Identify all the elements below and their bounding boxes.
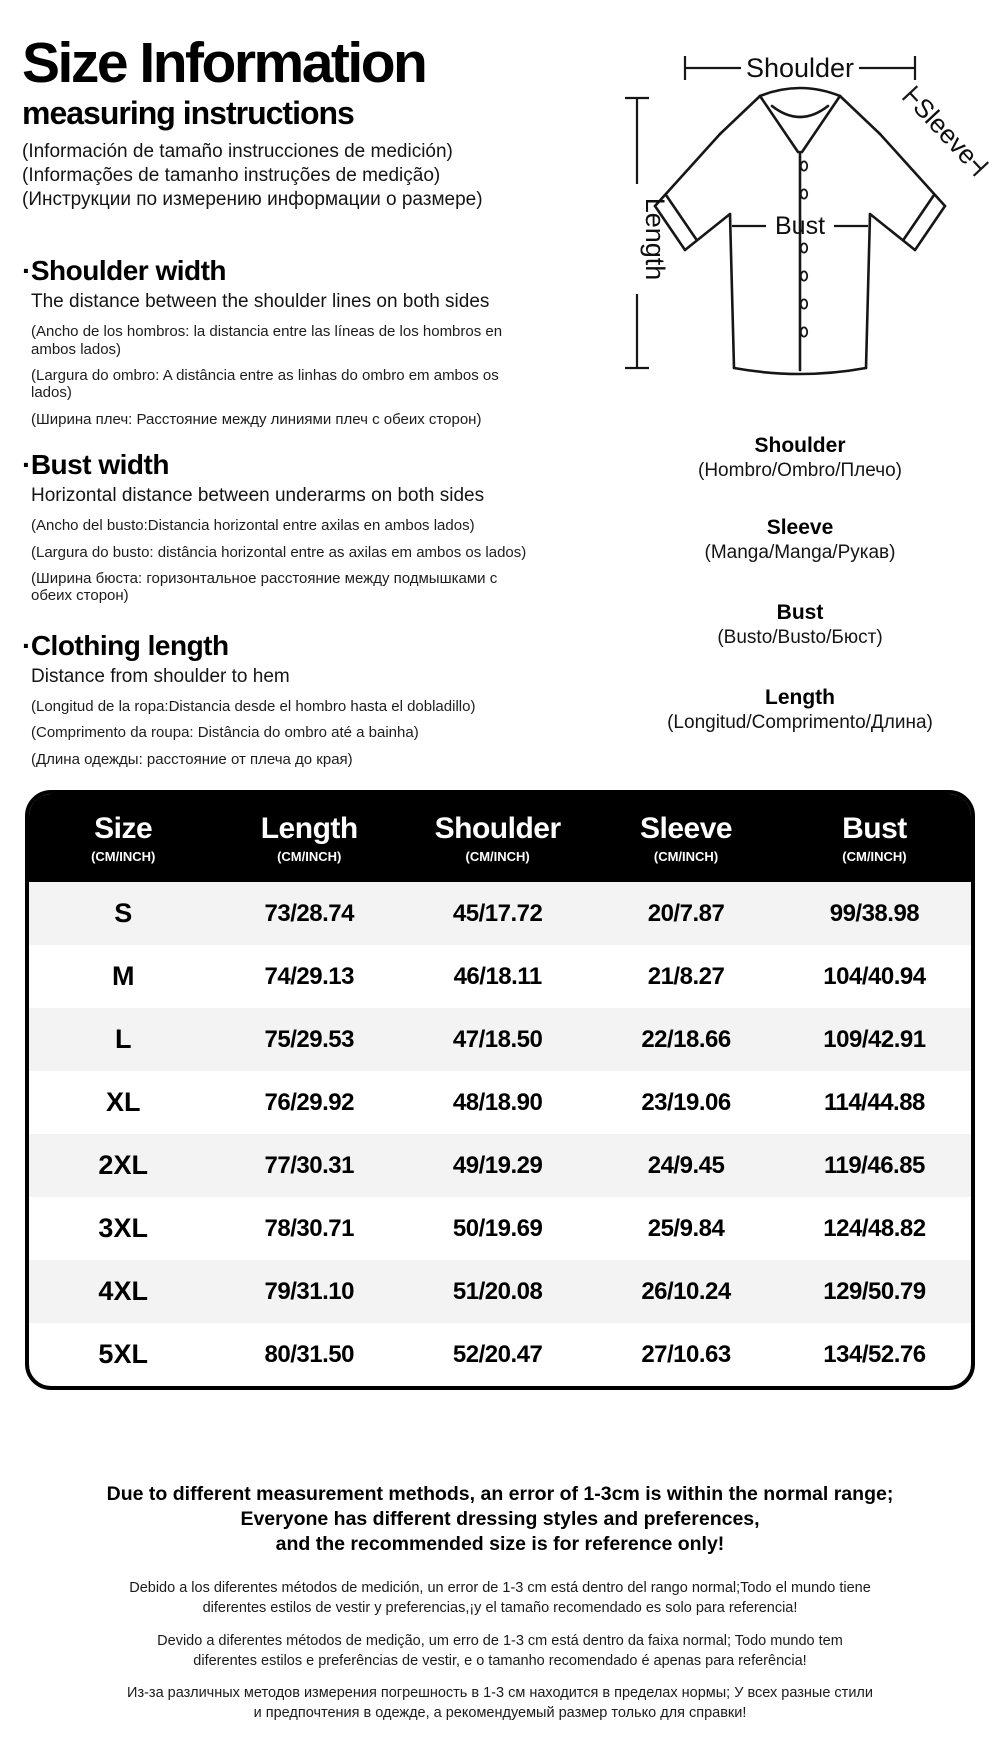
page-subtitle: measuring instructions — [22, 95, 354, 132]
cell-sleeve: 21/8.27 — [647, 962, 725, 990]
instructions-column — [22, 31, 544, 777]
size-table — [25, 790, 975, 1390]
caption-title: Shoulder — [754, 434, 846, 457]
section-bust-width — [22, 449, 544, 605]
cell-sleeve: 26/10.24 — [641, 1277, 731, 1305]
subtitle-ru: (Инструкции по измерению информации о размере) — [22, 189, 483, 211]
length-measure-label: Length — [640, 197, 670, 281]
cell-length: 75/29.53 — [264, 1025, 354, 1053]
bust-measure-label: Bust — [774, 212, 826, 240]
disclaimer-line: Из-за различных методов измерения погрешность в 1-3 см находится в пределах нормы; У всех разные стили — [127, 1685, 873, 1701]
caption-sleeve — [610, 516, 990, 564]
column-unit: (CM/INCH) — [653, 849, 719, 864]
note-line: (Ancho de los hombros: la distancia entre las líneas de los hombros en ambos lados) — [31, 323, 503, 358]
section-description: Distance from shoulder to hem — [31, 665, 290, 687]
table-row — [29, 1071, 971, 1134]
cell-sleeve: 20/7.87 — [647, 899, 725, 927]
caption-translations: (Hombro/Ombro/Плечо) — [698, 460, 902, 481]
column-label: Length — [260, 812, 358, 845]
section-title — [22, 449, 544, 481]
header-cell-length — [217, 812, 401, 864]
header-cell-shoulder — [401, 812, 594, 864]
section-clothing-length — [22, 630, 544, 768]
cell-size: M — [111, 961, 135, 991]
note-line: (Largura do ombro: A distância entre as linhas do ombro em ambos os lados) — [31, 367, 499, 402]
column-label: Size — [94, 812, 153, 845]
section-title — [22, 630, 544, 662]
cell-bust: 104/40.94 — [823, 962, 926, 990]
disclaimer-es — [0, 1578, 1000, 1618]
cell-bust: 129/50.79 — [823, 1277, 926, 1305]
cell-sleeve: 24/9.45 — [647, 1151, 725, 1179]
cell-length: 79/31.10 — [264, 1277, 354, 1305]
caption-title: Bust — [776, 601, 824, 624]
note-line: (Largura do busto: distância horizontal entre as axilas em ambos os lados) — [31, 543, 527, 561]
cell-length: 80/31.50 — [264, 1340, 354, 1368]
disclaimer-line: diferentes estilos de vestir y preferencias,¡y el tamaño recomendado es solo para referencia! — [202, 1600, 798, 1616]
note-line: (Longitud de la ropa:Distancia desde el hombro hasta el dobladillo) — [31, 697, 476, 715]
disclaimer — [0, 1482, 1000, 1723]
section-description: The distance between the shoulder lines on both sides — [31, 291, 490, 313]
cell-length: 78/30.71 — [264, 1214, 354, 1242]
cell-size: 2XL — [98, 1150, 148, 1180]
disclaimer-line: and the recommended size is for reference only! — [275, 1533, 725, 1555]
note-line: (Ширина бюста: горизонтальное расстояние между подмышками с обеих сторон) — [31, 569, 498, 605]
cell-bust: 119/46.85 — [823, 1151, 925, 1179]
column-unit: (CM/INCH) — [465, 849, 530, 864]
note-line: (Длина одежды: расстояние от плеча до края) — [31, 750, 353, 768]
bullet: · — [22, 629, 31, 661]
caption-bust — [610, 601, 990, 649]
cell-bust: 109/42.91 — [823, 1025, 926, 1053]
size-table-header — [29, 794, 971, 882]
header-cell-sleeve — [594, 812, 778, 864]
cell-sleeve: 22/18.66 — [641, 1025, 731, 1053]
cell-shoulder: 45/17.72 — [452, 899, 543, 927]
section-title-text: Shoulder width — [30, 255, 227, 287]
column-label: Bust — [842, 812, 907, 845]
cell-sleeve: 27/10.63 — [641, 1340, 731, 1368]
cell-length: 77/30.31 — [264, 1151, 354, 1179]
caption-translations: (Busto/Busto/Бюст) — [717, 627, 883, 648]
cell-shoulder: 47/18.50 — [452, 1025, 543, 1053]
cell-bust: 114/44.88 — [823, 1088, 925, 1116]
caption-translations: (Manga/Manga/Рукав) — [704, 542, 896, 563]
page-title: Size Information — [22, 31, 426, 95]
disclaimer-line: Debido a los diferentes métodos de medición, un error de 1-3 cm está dentro del rango normal;Todo el mundo tiene — [129, 1580, 871, 1596]
cell-size: S — [114, 898, 133, 928]
column-unit: (CM/INCH) — [277, 849, 342, 864]
section-title-text: Bust width — [30, 449, 169, 481]
cell-shoulder: 49/19.29 — [452, 1151, 543, 1179]
bullet: · — [22, 449, 31, 481]
disclaimer-ru — [0, 1683, 1000, 1723]
column-label: Shoulder — [434, 812, 561, 845]
table-row — [29, 882, 971, 945]
cell-length: 74/29.13 — [264, 962, 354, 990]
disclaimer-pt — [0, 1631, 1000, 1671]
table-row — [29, 1197, 971, 1260]
note-line: (Ширина плеч: Расстояние между линиями плеч с обеих сторон) — [31, 410, 482, 428]
cell-bust: 134/52.76 — [823, 1340, 926, 1368]
cell-size: 3XL — [98, 1213, 148, 1243]
header-cell-bust — [778, 812, 971, 864]
cell-size: 4XL — [98, 1276, 148, 1306]
caption-shoulder — [610, 434, 990, 482]
note-line: (Comprimento da roupa: Distância do ombro até a bainha) — [31, 724, 419, 742]
section-notes — [22, 323, 527, 428]
shoulder-measure-label: Shoulder — [745, 53, 855, 83]
disclaimer-line: Due to different measurement methods, an error of 1-3cm is within the normal range; — [106, 1483, 894, 1505]
caption-title: Sleeve — [766, 516, 834, 539]
size-table-body — [29, 882, 971, 1386]
cell-length: 76/29.92 — [264, 1088, 354, 1116]
sleeve-measure-group — [899, 83, 992, 180]
note-line: (Ancho del busto:Distancia horizontal entre axilas en ambos lados) — [31, 517, 475, 535]
cell-shoulder: 46/18.11 — [453, 962, 542, 990]
shirt-diagram-svg — [600, 38, 995, 400]
cell-size: 5XL — [98, 1339, 148, 1369]
cell-shoulder: 52/20.47 — [452, 1340, 543, 1368]
disclaimer-line: diferentes estilos e preferências de vestir, e o tamanho recomendado é apenas para referência! — [193, 1653, 807, 1669]
caption-title: Length — [765, 686, 835, 709]
section-notes — [22, 517, 527, 605]
column-unit: (CM/INCH) — [842, 849, 907, 864]
subtitle-es: (Información de tamaño instrucciones de medición) — [22, 141, 453, 163]
table-row — [29, 945, 971, 1008]
cell-length: 73/28.74 — [264, 899, 354, 927]
disclaimer-line: Everyone has different dressing styles and preferences, — [240, 1508, 760, 1530]
cell-sleeve: 25/9.84 — [647, 1214, 725, 1242]
cell-size: L — [114, 1024, 132, 1054]
cell-shoulder: 51/20.08 — [452, 1277, 543, 1305]
cell-shoulder: 48/18.90 — [452, 1088, 543, 1116]
cell-sleeve: 23/19.06 — [641, 1088, 731, 1116]
table-row — [29, 1323, 971, 1386]
cell-shoulder: 50/19.69 — [452, 1214, 543, 1242]
bullet: · — [22, 255, 31, 287]
section-title-text: Clothing length — [30, 629, 229, 661]
column-label: Sleeve — [639, 812, 733, 845]
cell-bust: 124/48.82 — [823, 1214, 926, 1242]
cell-size: XL — [105, 1087, 141, 1117]
sleeve-measure-label: Sleeve — [907, 91, 984, 171]
column-unit: (CM/INCH) — [91, 849, 156, 864]
disclaimer-en — [0, 1482, 1000, 1557]
caption-translations: (Longitud/Comprimento/Длина) — [667, 712, 933, 733]
header-cell-size — [29, 812, 217, 864]
subtitle-pt: (Informações de tamanho instruções de medição) — [22, 165, 441, 187]
shirt-buttons — [801, 161, 807, 336]
caption-length — [610, 686, 990, 734]
shirt-measurement-diagram — [600, 38, 995, 400]
cell-bust: 99/38.98 — [829, 899, 920, 927]
disclaimer-line: и предпочтения в одежде, а рекомендуемый размер только для справки! — [253, 1705, 747, 1721]
section-notes — [22, 698, 527, 768]
section-shoulder-width — [22, 255, 544, 428]
section-title — [22, 255, 544, 287]
table-row — [29, 1008, 971, 1071]
table-row — [29, 1134, 971, 1197]
table-row — [29, 1260, 971, 1323]
section-description: Horizontal distance between underarms on both sides — [31, 485, 485, 507]
subtitle-translations — [22, 141, 544, 211]
disclaimer-line: Devido a diferentes métodos de medição, um erro de 1-3 cm está dentro da faixa normal; Todo mundo tem — [157, 1633, 843, 1649]
